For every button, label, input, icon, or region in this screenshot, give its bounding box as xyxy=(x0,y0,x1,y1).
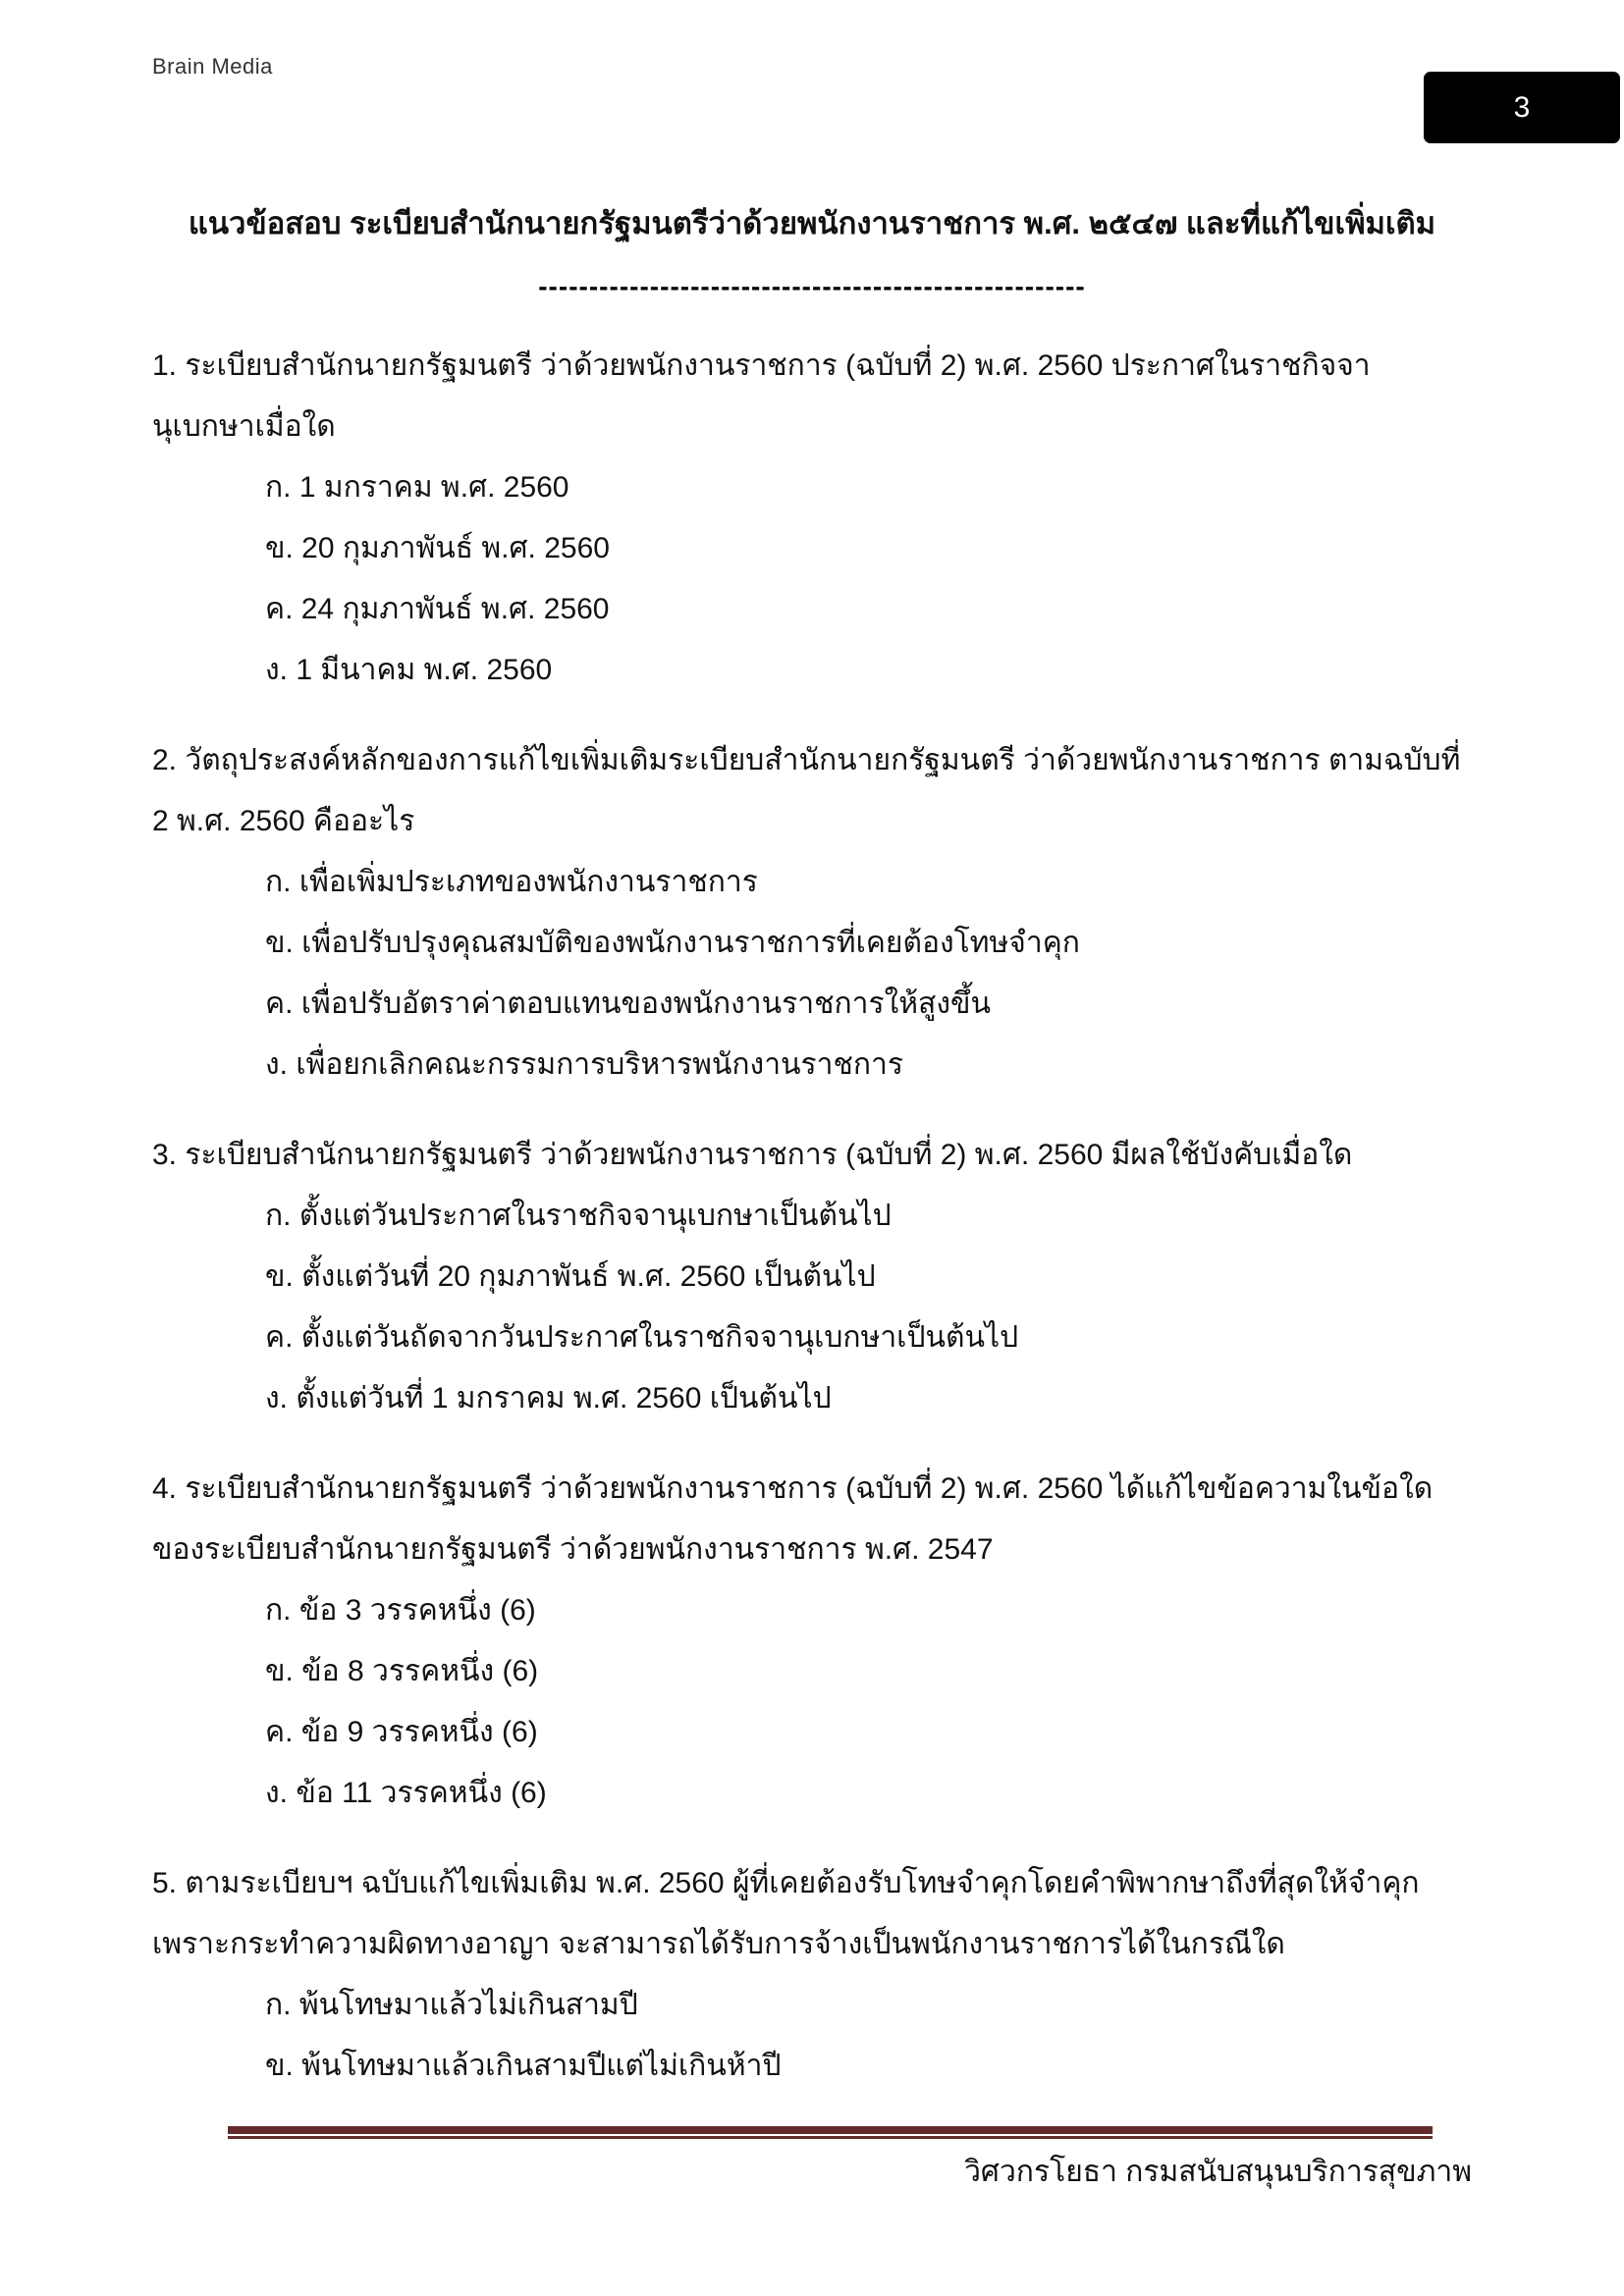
question-3-choice-a: ก. ตั้งแต่วันประกาศในราชกิจจานุเบกษาเป็นต้นไป xyxy=(265,1200,892,1232)
question-3-text-line-1: 3. ระเบียบสำนักนายกรัฐมนตรี ว่าด้วยพนักงานราชการ (ฉบับที่ 2) พ.ศ. 2560 มีผลใช้บังคับเมื่อใด xyxy=(152,1139,1353,1171)
question-5 xyxy=(152,1853,1472,2097)
question-2 xyxy=(152,730,1472,1095)
question-5-text-line-2: เพราะกระทำความผิดทางอาญา จะสามารถได้รับการจ้างเป็นพนักงานราชการได้ในกรณีใด xyxy=(152,1928,1285,1960)
question-4-choice-d: ง. ข้อ 11 วรรคหนึ่ง (6) xyxy=(265,1777,547,1809)
question-4 xyxy=(152,1459,1472,1824)
question-3-choice-b: ข. ตั้งแต่วันที่ 20 กุมภาพันธ์ พ.ศ. 2560 เป็นต้นไป xyxy=(265,1260,876,1293)
footer-rule-thin-bar xyxy=(228,2136,1433,2139)
question-1-text-line-2: นุเบกษาเมื่อใด xyxy=(152,410,336,443)
dashed-separator: ------------------------------------------------------ xyxy=(538,271,1086,301)
question-1-choice-d: ง. 1 มีนาคม พ.ศ. 2560 xyxy=(265,654,553,686)
question-2-choice-c: ค. เพื่อปรับอัตราค่าตอบแทนของพนักงานราชการให้สูงขึ้น xyxy=(265,988,991,1020)
question-4-text-line-2: ของระเบียบสำนักนายกรัฐมนตรี ว่าด้วยพนักงานราชการ พ.ศ. 2547 xyxy=(152,1533,994,1566)
question-4-choice-b: ข. ข้อ 8 วรรคหนึ่ง (6) xyxy=(265,1655,539,1687)
page-header xyxy=(152,0,1531,124)
question-2-choice-a: ก. เพื่อเพิ่มประเภทของพนักงานราชการ xyxy=(265,866,758,898)
question-2-choice-d: ง. เพื่อยกเลิกคณะกรรมการบริหารพนักงานราชการ xyxy=(265,1048,903,1081)
question-2-text-line-2: 2 พ.ศ. 2560 คืออะไร xyxy=(152,805,415,837)
question-1-choice-a: ก. 1 มกราคม พ.ศ. 2560 xyxy=(265,471,569,504)
question-5-choice-b: ข. พ้นโทษมาแล้วเกินสามปีแต่ไม่เกินห้าปี xyxy=(265,2050,782,2082)
question-4-choice-c: ค. ข้อ 9 วรรคหนึ่ง (6) xyxy=(265,1716,538,1748)
question-1-text-line-1: 1. ระเบียบสำนักนายกรัฐมนตรี ว่าด้วยพนักงานราชการ (ฉบับที่ 2) พ.ศ. 2560 ประกาศในราชกิจจา xyxy=(152,349,1371,382)
question-1-choice-c: ค. 24 กุมภาพันธ์ พ.ศ. 2560 xyxy=(265,593,610,625)
question-3-choice-d: ง. ตั้งแต่วันที่ 1 มกราคม พ.ศ. 2560 เป็นต้นไป xyxy=(265,1382,832,1415)
question-list xyxy=(152,336,1472,2097)
question-5-choice-a: ก. พ้นโทษมาแล้วไม่เกินสามปี xyxy=(265,1989,638,2021)
footer-rule xyxy=(228,2126,1433,2139)
question-3 xyxy=(152,1125,1472,1429)
question-4-choice-a: ก. ข้อ 3 วรรคหนึ่ง (6) xyxy=(265,1594,536,1627)
page-number-badge xyxy=(1424,72,1620,143)
question-2-choice-b: ข. เพื่อปรับปรุงคุณสมบัติของพนักงานราชการที่เคยต้องโทษจำคุก xyxy=(265,927,1080,959)
footer-credit: วิศวกรโยธา กรมสนับสนุนบริการสุขภาพ xyxy=(964,2156,1472,2188)
question-1-choice-b: ข. 20 กุมภาพันธ์ พ.ศ. 2560 xyxy=(265,532,610,564)
question-2-text-line-1: 2. วัตถุประสงค์หลักของการแก้ไขเพิ่มเติมระเบียบสำนักนายกรัฐมนตรี ว่าด้วยพนักงานราชการ ตามฉบับที่ xyxy=(152,744,1461,776)
document-title: แนวข้อสอบ ระเบียบสำนักนายกรัฐมนตรีว่าด้วยพนักงานราชการ พ.ศ. ๒๕๔๗ และที่แก้ไขเพิ่มเติม xyxy=(188,206,1436,240)
footer-rule-thick-bar xyxy=(228,2126,1433,2134)
question-1 xyxy=(152,336,1472,701)
question-4-text-line-1: 4. ระเบียบสำนักนายกรัฐมนตรี ว่าด้วยพนักงานราชการ (ฉบับที่ 2) พ.ศ. 2560 ได้แก้ไขข้อความในข้อใด xyxy=(152,1472,1434,1505)
brand-text: Brain Media xyxy=(152,54,273,79)
page-number: 3 xyxy=(1513,90,1531,124)
question-5-text-line-1: 5. ตามระเบียบฯ ฉบับแก้ไขเพิ่มเติม พ.ศ. 2560 ผู้ที่เคยต้องรับโทษจำคุกโดยคำพิพากษาถึงที่สุดให้จำคุก xyxy=(152,1867,1420,1899)
question-3-choice-c: ค. ตั้งแต่วันถัดจากวันประกาศในราชกิจจานุเบกษาเป็นต้นไป xyxy=(265,1321,1019,1354)
